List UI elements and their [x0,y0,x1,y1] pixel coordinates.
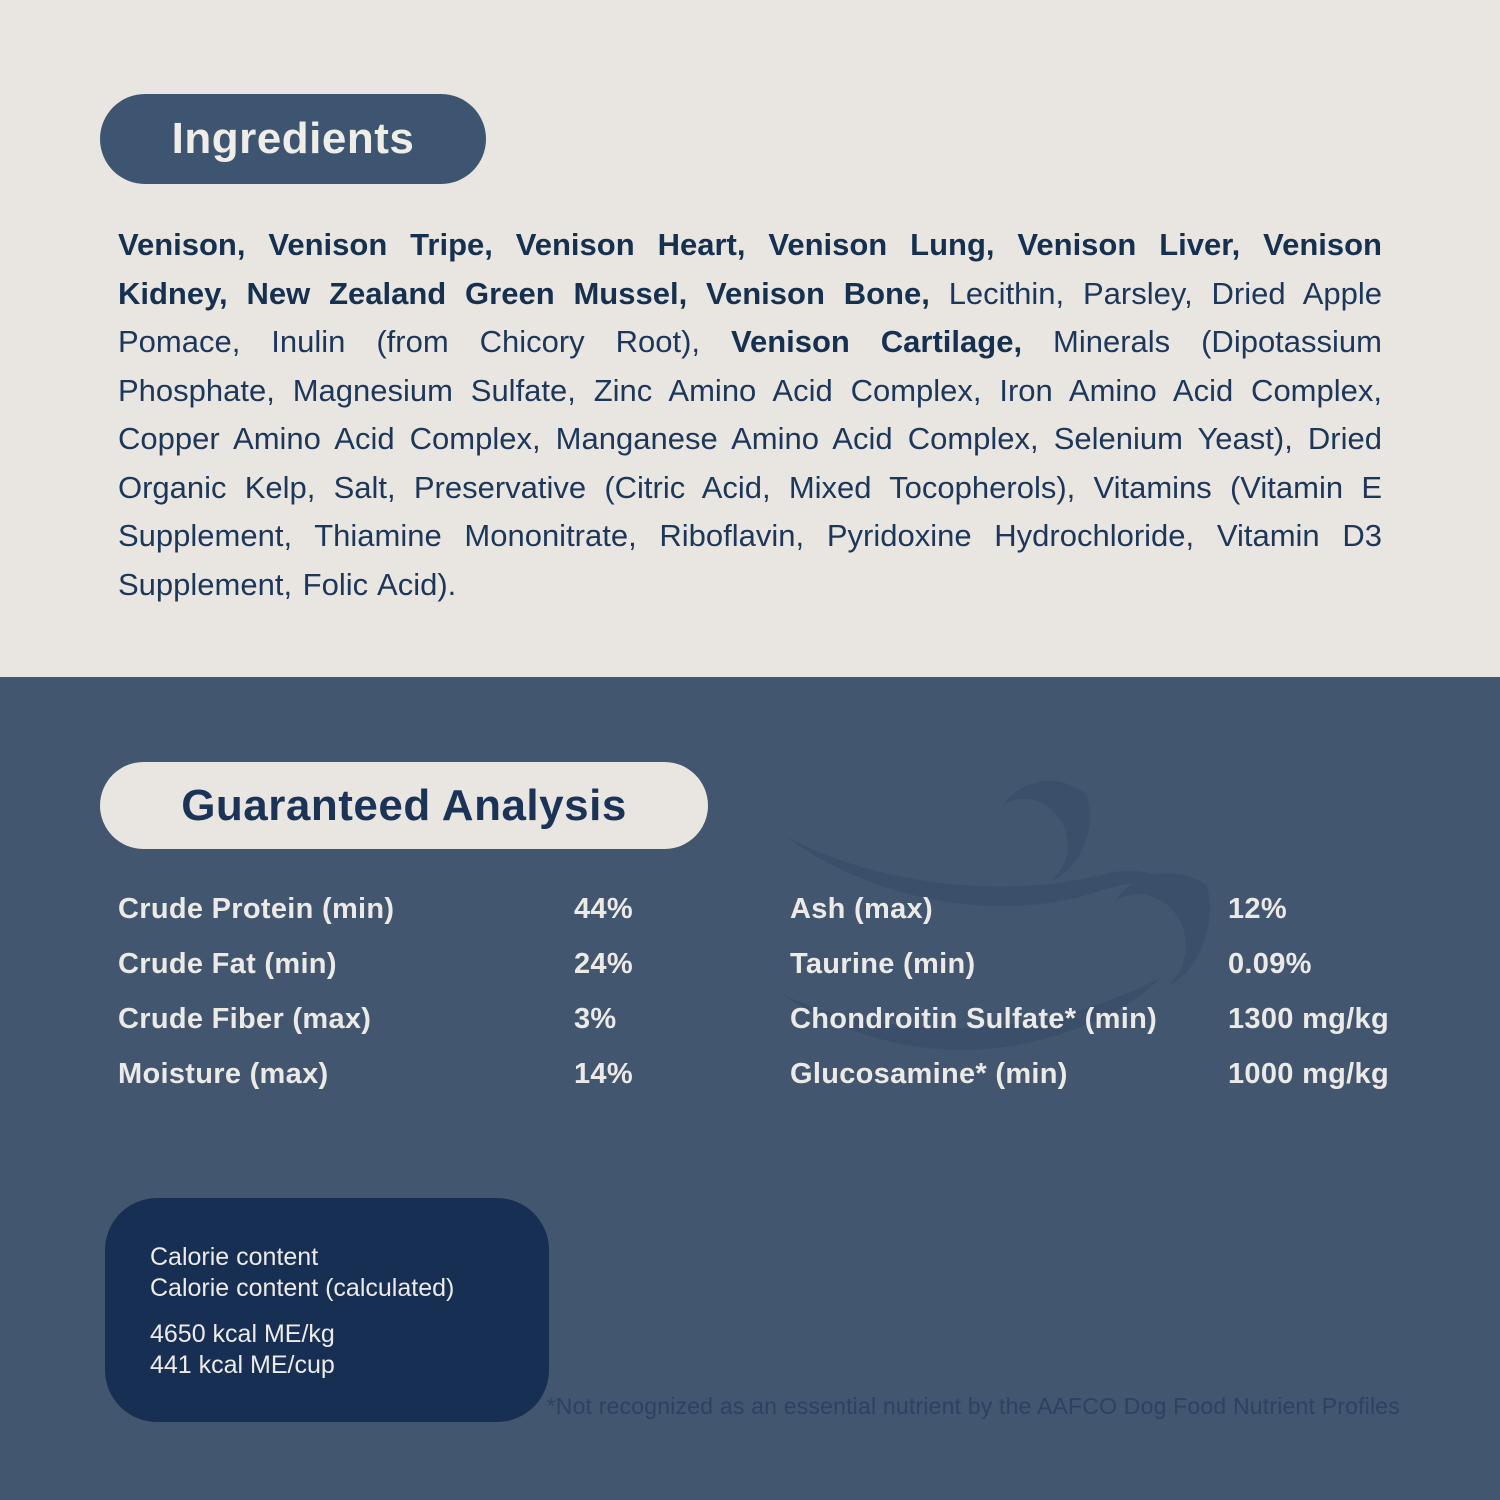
nutrient-label: Moisture (max) [118,1058,329,1090]
guaranteed-analysis-section [0,677,1500,1500]
nutrient-value: 3% [574,1003,617,1035]
calorie-values [150,1319,519,1381]
nutrient-value: 0.09% [1228,948,1312,980]
nutrient-label: Taurine (min) [790,948,976,980]
aafco-footnote: *Not recognized as an essential nutrient by the AAFCO Dog Food Nutrient Profiles [546,1393,1400,1419]
ingredient-segment: Minerals (Dipotassium Phosphate, Magnesium Sulfate, Zinc Amino Acid Complex, Iron Amino Acid Complex, Copper Amino Acid Complex, Manganese Amino Acid Complex, Selenium Yeast), Dried Organic Kelp, Salt, Preservative (Citric Acid, Mixed Tocopherols), Vitamins (Vitamin E Supplement, Thiamine Mononitrate, Riboflavin, Pyridoxine Hydrochloride, Vitamin D3 Supplement, Folic Acid). [118,324,1382,602]
table-row [790,947,1400,981]
nutrient-label: Crude Protein (min) [118,893,395,925]
nutrient-value: 14% [574,1058,633,1090]
ga-column-right [790,892,1400,1091]
ingredient-segment-bold: Venison, Venison Tripe, Venison Heart, Venison Lung, Venison Liver, Venison Kidney, New Zealand Green Mussel, Venison Bone, [118,227,1382,311]
guaranteed-analysis-heading-pill [100,762,708,849]
ingredient-segment-bold: Venison Cartilage, [730,324,1023,359]
nutrient-label: Crude Fat (min) [118,948,337,980]
nutrient-label: Glucosamine* (min) [790,1058,1068,1090]
nutrient-label: Crude Fiber (max) [118,1003,372,1035]
nutrient-label: Ash (max) [790,893,933,925]
calorie-content-box [105,1198,549,1422]
nutrient-value: 24% [574,948,633,980]
table-row [118,1057,738,1091]
table-row [790,892,1400,926]
nutrient-value: 12% [1228,893,1287,925]
calorie-value-line: 4650 kcal ME/kg [150,1320,335,1348]
wave-upper-crest [1003,781,1090,881]
ingredients-paragraph [118,221,1382,609]
nutrient-value: 1000 mg/kg [1228,1058,1389,1090]
nutrient-label: Chondroitin Sulfate* (min) [790,1003,1158,1035]
ingredients-section [0,0,1500,677]
table-row [118,947,738,981]
calorie-label-line: Calorie content [150,1243,319,1271]
table-row [790,1057,1400,1091]
nutrient-value: 44% [574,893,633,925]
calorie-value-line: 441 kcal ME/cup [150,1351,335,1379]
guaranteed-analysis-heading: Guaranteed Analysis [181,780,627,830]
ingredients-heading-pill [100,94,486,184]
calorie-label-line: Calorie content (calculated) [150,1274,455,1302]
calorie-labels [150,1242,519,1304]
ga-column-left [118,892,738,1091]
table-row [790,1002,1400,1036]
table-row [118,892,738,926]
ingredients-heading: Ingredients [171,114,415,163]
nutrient-value: 1300 mg/kg [1228,1003,1389,1035]
ingredient-segment: Lecithin, Parsley, Dried Apple Pomace, Inulin (from Chicory Root), [118,275,1383,359]
table-row [118,1002,738,1036]
